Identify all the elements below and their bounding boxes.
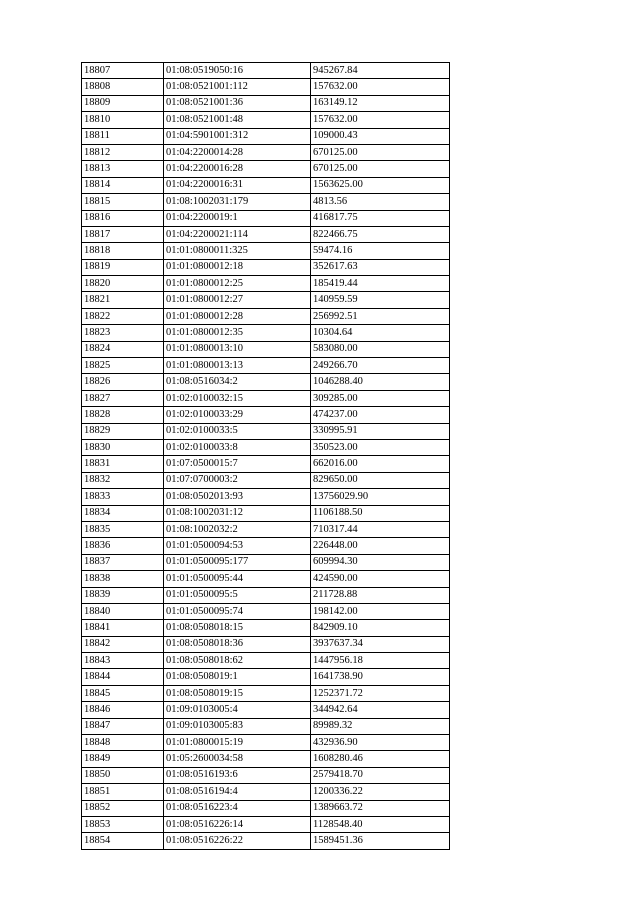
table-row xyxy=(82,472,450,488)
value-cell: 344942.64 xyxy=(311,702,450,718)
table-row xyxy=(82,407,450,423)
cadastral-number-cell: 01:02:0100033:8 xyxy=(164,439,311,455)
cadastral-number-cell: 01:08:0521001:112 xyxy=(164,79,311,95)
table-row xyxy=(82,571,450,587)
row-number-cell: 18836 xyxy=(82,538,164,554)
row-number-cell: 18828 xyxy=(82,407,164,423)
cadastral-number-cell: 01:02:0100032:15 xyxy=(164,390,311,406)
cadastral-number-cell: 01:08:0508019:1 xyxy=(164,669,311,685)
table-row xyxy=(82,79,450,95)
row-number-cell: 18825 xyxy=(82,358,164,374)
table-row xyxy=(82,259,450,275)
cadastral-number-cell: 01:08:0521001:48 xyxy=(164,112,311,128)
row-number-cell: 18807 xyxy=(82,63,164,79)
table-row xyxy=(82,374,450,390)
cadastral-number-cell: 01:05:2600034:58 xyxy=(164,751,311,767)
value-cell: 211728.88 xyxy=(311,587,450,603)
value-cell: 163149.12 xyxy=(311,95,450,111)
value-cell: 829650.00 xyxy=(311,472,450,488)
value-cell: 670125.00 xyxy=(311,144,450,160)
row-number-cell: 18823 xyxy=(82,325,164,341)
row-number-cell: 18819 xyxy=(82,259,164,275)
table-row xyxy=(82,587,450,603)
cadastral-number-cell: 01:01:0500095:5 xyxy=(164,587,311,603)
value-cell: 185419.44 xyxy=(311,276,450,292)
row-number-cell: 18833 xyxy=(82,489,164,505)
cadastral-number-cell: 01:04:2200016:28 xyxy=(164,161,311,177)
table-row xyxy=(82,63,450,79)
cadastral-number-cell: 01:01:0800012:18 xyxy=(164,259,311,275)
table-row xyxy=(82,439,450,455)
value-cell: 350523.00 xyxy=(311,439,450,455)
row-number-cell: 18831 xyxy=(82,456,164,472)
cadastral-number-cell: 01:08:0516194:4 xyxy=(164,784,311,800)
row-number-cell: 18812 xyxy=(82,144,164,160)
cadastral-number-cell: 01:08:0516193:6 xyxy=(164,767,311,783)
value-cell: 1128548.40 xyxy=(311,816,450,832)
cadastral-number-cell: 01:09:0103005:83 xyxy=(164,718,311,734)
table-row xyxy=(82,161,450,177)
table-row xyxy=(82,456,450,472)
row-number-cell: 18853 xyxy=(82,816,164,832)
row-number-cell: 18826 xyxy=(82,374,164,390)
value-cell: 822466.75 xyxy=(311,226,450,242)
cadastral-number-cell: 01:02:0100033:5 xyxy=(164,423,311,439)
table-row xyxy=(82,833,450,849)
table-row xyxy=(82,358,450,374)
value-cell: 256992.51 xyxy=(311,308,450,324)
cadastral-number-cell: 01:08:0521001:36 xyxy=(164,95,311,111)
row-number-cell: 18808 xyxy=(82,79,164,95)
row-number-cell: 18847 xyxy=(82,718,164,734)
value-cell: 1563625.00 xyxy=(311,177,450,193)
cadastral-number-cell: 01:01:0500095:44 xyxy=(164,571,311,587)
cadastral-number-cell: 01:08:0508018:36 xyxy=(164,636,311,652)
table-row xyxy=(82,702,450,718)
value-cell: 10304.64 xyxy=(311,325,450,341)
row-number-cell: 18818 xyxy=(82,243,164,259)
value-cell: 157632.00 xyxy=(311,112,450,128)
value-cell: 474237.00 xyxy=(311,407,450,423)
row-number-cell: 18840 xyxy=(82,603,164,619)
cadastral-number-cell: 01:01:0500094:53 xyxy=(164,538,311,554)
value-cell: 945267.84 xyxy=(311,63,450,79)
table-row xyxy=(82,194,450,210)
row-number-cell: 18835 xyxy=(82,521,164,537)
cadastral-number-cell: 01:08:0508018:15 xyxy=(164,620,311,636)
table-row xyxy=(82,325,450,341)
cadastral-number-cell: 01:04:2200021:114 xyxy=(164,226,311,242)
cadastral-number-cell: 01:07:0500015:7 xyxy=(164,456,311,472)
value-cell: 157632.00 xyxy=(311,79,450,95)
value-cell: 1641738.90 xyxy=(311,669,450,685)
cadastral-number-cell: 01:01:0800013:13 xyxy=(164,358,311,374)
value-cell: 583080.00 xyxy=(311,341,450,357)
row-number-cell: 18834 xyxy=(82,505,164,521)
cadastral-number-cell: 01:01:0800011:325 xyxy=(164,243,311,259)
table-row xyxy=(82,423,450,439)
table-row xyxy=(82,390,450,406)
row-number-cell: 18851 xyxy=(82,784,164,800)
cadastral-number-cell: 01:08:0516226:22 xyxy=(164,833,311,849)
value-cell: 1046288.40 xyxy=(311,374,450,390)
cadastral-number-cell: 01:01:0800012:27 xyxy=(164,292,311,308)
cadastral-number-cell: 01:08:1002031:179 xyxy=(164,194,311,210)
table-row xyxy=(82,128,450,144)
value-cell: 330995.91 xyxy=(311,423,450,439)
row-number-cell: 18809 xyxy=(82,95,164,111)
row-number-cell: 18816 xyxy=(82,210,164,226)
row-number-cell: 18817 xyxy=(82,226,164,242)
row-number-cell: 18830 xyxy=(82,439,164,455)
table-row xyxy=(82,112,450,128)
cadastral-number-cell: 01:08:1002032:2 xyxy=(164,521,311,537)
value-cell: 59474.16 xyxy=(311,243,450,259)
value-cell: 109000.43 xyxy=(311,128,450,144)
table-body xyxy=(82,63,450,850)
table-row xyxy=(82,144,450,160)
table-row xyxy=(82,341,450,357)
row-number-cell: 18839 xyxy=(82,587,164,603)
value-cell: 249266.70 xyxy=(311,358,450,374)
table-row xyxy=(82,653,450,669)
value-cell: 662016.00 xyxy=(311,456,450,472)
table-row xyxy=(82,816,450,832)
value-cell: 13756029.90 xyxy=(311,489,450,505)
row-number-cell: 18813 xyxy=(82,161,164,177)
row-number-cell: 18838 xyxy=(82,571,164,587)
row-number-cell: 18822 xyxy=(82,308,164,324)
cadastral-number-cell: 01:08:0516223:4 xyxy=(164,800,311,816)
table-row xyxy=(82,95,450,111)
value-cell: 432936.90 xyxy=(311,735,450,751)
row-number-cell: 18843 xyxy=(82,653,164,669)
row-number-cell: 18829 xyxy=(82,423,164,439)
value-cell: 1106188.50 xyxy=(311,505,450,521)
row-number-cell: 18842 xyxy=(82,636,164,652)
table-row xyxy=(82,636,450,652)
table-row xyxy=(82,603,450,619)
cadastral-number-cell: 01:04:2200016:31 xyxy=(164,177,311,193)
value-cell: 1589451.36 xyxy=(311,833,450,849)
table-row xyxy=(82,308,450,324)
row-number-cell: 18814 xyxy=(82,177,164,193)
row-number-cell: 18832 xyxy=(82,472,164,488)
cadastral-number-cell: 01:02:0100033:29 xyxy=(164,407,311,423)
cadastral-number-cell: 01:08:0519050:16 xyxy=(164,63,311,79)
cadastral-number-cell: 01:04:5901001:312 xyxy=(164,128,311,144)
row-number-cell: 18820 xyxy=(82,276,164,292)
row-number-cell: 18821 xyxy=(82,292,164,308)
value-cell: 198142.00 xyxy=(311,603,450,619)
value-cell: 670125.00 xyxy=(311,161,450,177)
table-row xyxy=(82,685,450,701)
value-cell: 2579418.70 xyxy=(311,767,450,783)
value-cell: 1389663.72 xyxy=(311,800,450,816)
value-cell: 1252371.72 xyxy=(311,685,450,701)
row-number-cell: 18844 xyxy=(82,669,164,685)
cadastral-number-cell: 01:09:0103005:4 xyxy=(164,702,311,718)
table-row xyxy=(82,292,450,308)
cadastral-number-cell: 01:08:0516034:2 xyxy=(164,374,311,390)
cadastral-number-cell: 01:01:0500095:74 xyxy=(164,603,311,619)
value-cell: 140959.59 xyxy=(311,292,450,308)
table-row xyxy=(82,669,450,685)
table-row xyxy=(82,210,450,226)
table-row xyxy=(82,718,450,734)
cadastral-number-cell: 01:08:0508018:62 xyxy=(164,653,311,669)
cadastral-number-cell: 01:01:0800015:19 xyxy=(164,735,311,751)
value-cell: 89989.32 xyxy=(311,718,450,734)
row-number-cell: 18852 xyxy=(82,800,164,816)
cadastral-number-cell: 01:01:0800012:25 xyxy=(164,276,311,292)
row-number-cell: 18849 xyxy=(82,751,164,767)
row-number-cell: 18810 xyxy=(82,112,164,128)
value-cell: 842909.10 xyxy=(311,620,450,636)
cadastral-number-cell: 01:08:0508019:15 xyxy=(164,685,311,701)
value-cell: 1447956.18 xyxy=(311,653,450,669)
value-cell: 3937637.34 xyxy=(311,636,450,652)
row-number-cell: 18837 xyxy=(82,554,164,570)
cadastral-number-cell: 01:08:0502013:93 xyxy=(164,489,311,505)
cadastral-number-cell: 01:08:1002031:12 xyxy=(164,505,311,521)
value-cell: 352617.63 xyxy=(311,259,450,275)
cadastral-number-cell: 01:08:0516226:14 xyxy=(164,816,311,832)
value-cell: 1200336.22 xyxy=(311,784,450,800)
table-row xyxy=(82,226,450,242)
cadastral-number-cell: 01:01:0500095:177 xyxy=(164,554,311,570)
table-row xyxy=(82,243,450,259)
row-number-cell: 18854 xyxy=(82,833,164,849)
value-cell: 710317.44 xyxy=(311,521,450,537)
cadastral-number-cell: 01:07:0700003:2 xyxy=(164,472,311,488)
table-row xyxy=(82,276,450,292)
table-row xyxy=(82,538,450,554)
cadastral-number-cell: 01:01:0800012:35 xyxy=(164,325,311,341)
cadastral-number-cell: 01:01:0800012:28 xyxy=(164,308,311,324)
cadastral-number-cell: 01:04:2200014:28 xyxy=(164,144,311,160)
value-cell: 609994.30 xyxy=(311,554,450,570)
table-row xyxy=(82,751,450,767)
value-cell: 4813.56 xyxy=(311,194,450,210)
row-number-cell: 18815 xyxy=(82,194,164,210)
value-cell: 1608280.46 xyxy=(311,751,450,767)
row-number-cell: 18811 xyxy=(82,128,164,144)
value-cell: 309285.00 xyxy=(311,390,450,406)
value-cell: 424590.00 xyxy=(311,571,450,587)
row-number-cell: 18841 xyxy=(82,620,164,636)
table-row xyxy=(82,784,450,800)
table-row xyxy=(82,800,450,816)
table-row xyxy=(82,489,450,505)
table-row xyxy=(82,735,450,751)
row-number-cell: 18824 xyxy=(82,341,164,357)
value-cell: 416817.75 xyxy=(311,210,450,226)
data-table xyxy=(81,62,450,850)
row-number-cell: 18850 xyxy=(82,767,164,783)
value-cell: 226448.00 xyxy=(311,538,450,554)
table-row xyxy=(82,620,450,636)
cadastral-number-cell: 01:04:2200019:1 xyxy=(164,210,311,226)
table-row xyxy=(82,554,450,570)
cadastral-number-cell: 01:01:0800013:10 xyxy=(164,341,311,357)
table-row xyxy=(82,177,450,193)
table-row xyxy=(82,505,450,521)
table-row xyxy=(82,521,450,537)
row-number-cell: 18845 xyxy=(82,685,164,701)
row-number-cell: 18846 xyxy=(82,702,164,718)
row-number-cell: 18827 xyxy=(82,390,164,406)
row-number-cell: 18848 xyxy=(82,735,164,751)
table-row xyxy=(82,767,450,783)
